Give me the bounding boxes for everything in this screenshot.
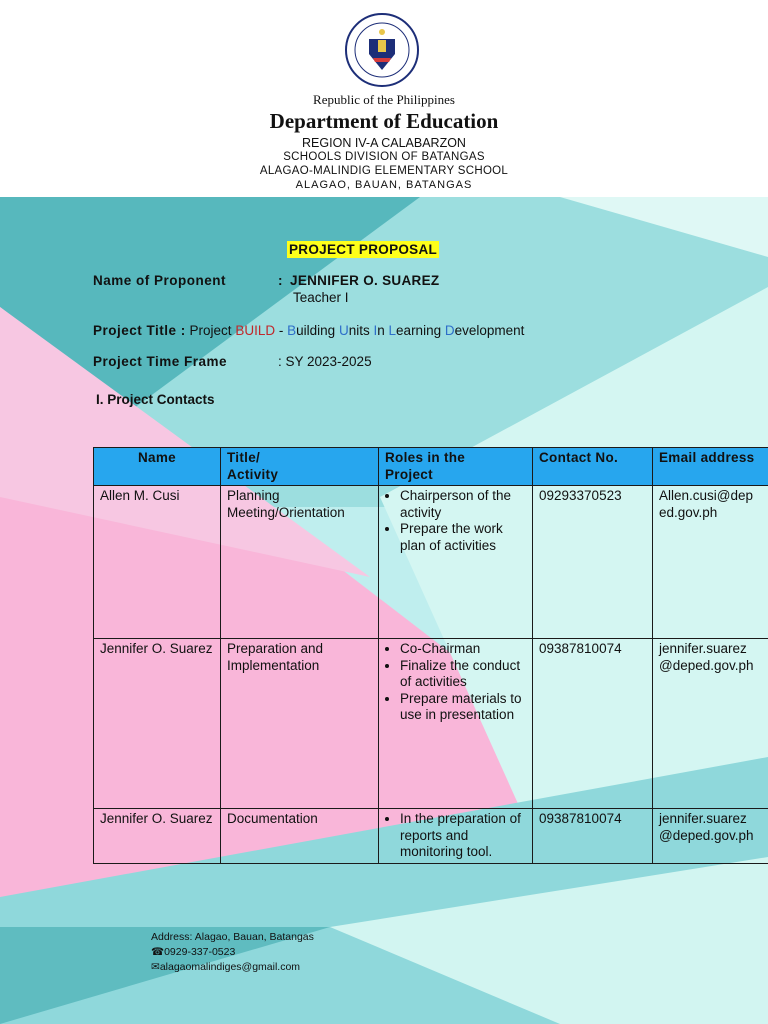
cell-roles (379, 639, 533, 809)
cell-name: Jennifer O. Suarez (94, 639, 221, 809)
list-item: • Prepare materials to use in presentation (400, 691, 526, 724)
school-contact-footer (151, 930, 314, 975)
project-contacts-table (93, 447, 768, 864)
header-name: Name (94, 448, 221, 486)
envelope-icon: ✉ (151, 961, 160, 973)
list-item: • In the preparation of reports and monitoring tool. (400, 811, 526, 861)
proponent-label: Name of Proponent (93, 273, 227, 288)
header-title: Title/ Activity (221, 448, 379, 486)
table-row (94, 639, 768, 809)
footer-email: ✉alagaomalindiges@gmail.com (151, 961, 301, 973)
phone-icon: ☎ (151, 946, 165, 958)
proponent-value: : JENNIFER O. SUAREZ (278, 273, 440, 288)
cell-title: Documentation (221, 809, 379, 864)
cell-email: Allen.cusi@dep ed.gov.ph (653, 486, 768, 639)
cell-email: jennifer.suarez @deped.gov.ph (653, 639, 768, 809)
proponent-name: JENNIFER O. SUAREZ (290, 273, 440, 288)
header-contact: Contact No. (533, 448, 653, 486)
cell-contact: 09293370523 (533, 486, 653, 639)
build-acronym: BUILD (235, 323, 276, 338)
proposal-title: PROJECT PROPOSAL (289, 242, 438, 257)
cell-contact: 09387810074 (533, 809, 653, 864)
cell-name: Jennifer O. Suarez (94, 809, 221, 864)
footer-phone: ☎0929-337-0523 (151, 946, 236, 958)
table-row (94, 809, 768, 864)
time-frame-label: Project Time Frame (93, 354, 228, 369)
list-item: • Prepare the work plan of activities (400, 521, 526, 554)
list-item: • Finalize the conduct of activities (400, 658, 526, 691)
proponent-position: Teacher I (293, 290, 349, 305)
cell-name: Allen M. Cusi (94, 486, 221, 639)
cell-roles (379, 809, 533, 864)
document-body (0, 197, 768, 1024)
footer-address: Address: Alagao, Bauan, Batangas (151, 931, 314, 943)
letterhead (0, 0, 768, 197)
region-line: REGION IV-A CALABARZON (302, 136, 466, 150)
republic-line: Republic of the Philippines (313, 92, 455, 107)
header-roles: Roles in the Project (379, 448, 533, 486)
town-line: ALAGAO, BAUAN, BATANGAS (295, 179, 473, 191)
section-heading: I. Project Contacts (96, 392, 215, 407)
deped-seal-icon (344, 12, 420, 88)
division-line: SCHOOLS DIVISION OF BATANGAS (283, 151, 485, 163)
cell-title: Preparation and Implementation (221, 639, 379, 809)
list-item: • Chairperson of the activity (400, 488, 526, 521)
cell-email: jennifer.suarez @deped.gov.ph (653, 809, 768, 864)
list-item: • Co-Chairman (400, 641, 526, 658)
project-title-line: Project Title : Project BUILD - Building Units In Learning Development (93, 323, 525, 338)
cell-contact: 09387810074 (533, 639, 653, 809)
school-line: ALAGAO-MALINDIG ELEMENTARY SCHOOL (259, 165, 509, 177)
table-row (94, 486, 768, 639)
cell-title: Planning Meeting/Orientation (221, 486, 379, 639)
department-name: Department of Education (269, 109, 499, 133)
time-frame-value: : SY 2023-2025 (278, 354, 372, 369)
header-email: Email address (653, 448, 768, 486)
cell-roles (379, 486, 533, 639)
table-header-row (94, 448, 768, 486)
